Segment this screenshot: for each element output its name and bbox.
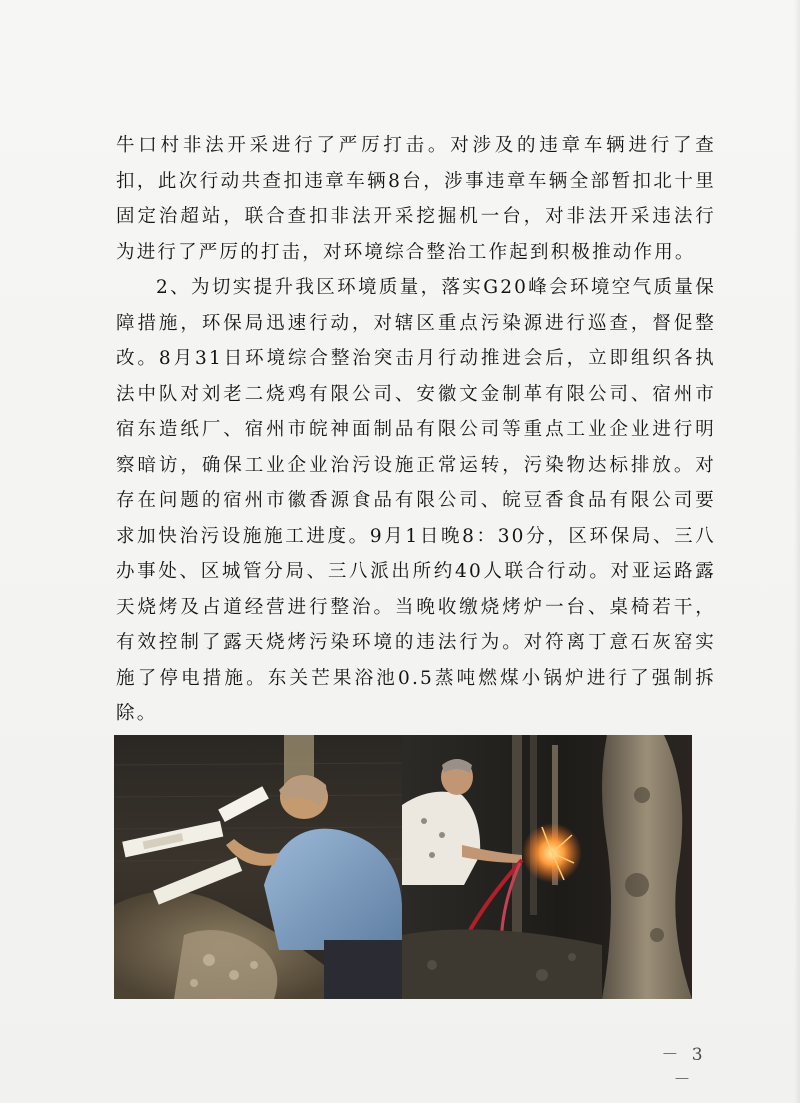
body-text [116, 128, 716, 732]
photo-cutting-boiler [402, 735, 692, 999]
paragraph-2: 2、为切实提升我区环境质量，落实G20峰会环境空气质量保障措施，环保局迅速行动，对辖区重点污染源进行巡查，督促整改。8月31日环境综合整治突击月行动推进会后，立即组织各执法中队对刘老二烧鸡有限公司、安徽文金制革有限公司、宿州市宿东造纸厂、宿州市皖神面制品有限公司等重点工业企业进行明察暗访，确保工业企业治污设施正常运转，污染物达标排放。对存在问题的宿州市徽香源食品有限公司、皖豆香食品有限公司要求加快治污设施施工进度。9月1日晚8：30分，区环保局、三八办事处、区城管分局、三八派出所约40人联合行动。对亚运路露天烧烤及占道经营进行整治。当晚收缴烧烤炉一台、桌椅若干，有效控制了露天烧烤污染环境的违法行为。对符离丁意石灰窑实施了停电措施。东关芒果浴池0.5蒸吨燃煤小锅炉进行了强制拆除。 [116, 277, 716, 724]
photo-strip [114, 735, 692, 999]
scan-edge-shadow [794, 0, 800, 1103]
photo-sealing-kiln [114, 735, 402, 999]
paragraph-1: 牛口村非法开采进行了严厉打击。对涉及的违章车辆进行了查扣，此次行动共查扣违章车辆8台，涉事违章车辆全部暂扣北十里固定治超站，联合查扣非法开采挖掘机一台，对非法开采违法行为进行了严厉的打击，对环境综合整治工作起到积极推动作用。 [116, 135, 716, 263]
page-number: － 3 － [661, 1045, 707, 1090]
